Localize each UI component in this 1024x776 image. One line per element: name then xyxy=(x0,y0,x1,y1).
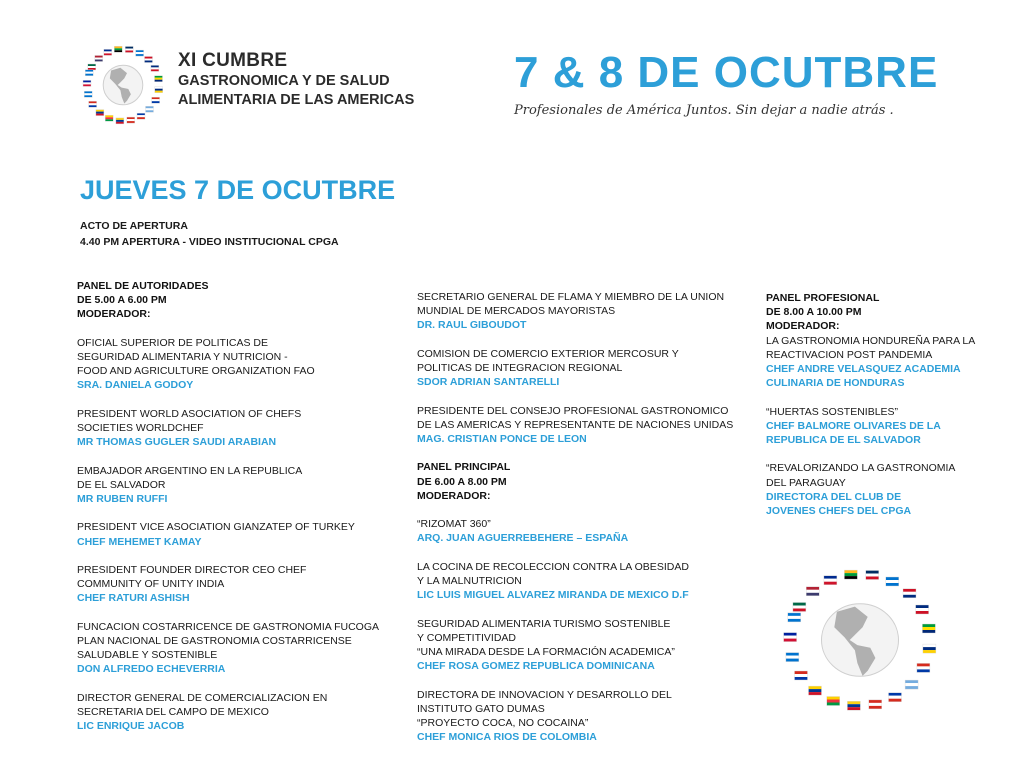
flag-icon xyxy=(786,653,799,662)
speaker-name: MR RUBEN RUFFI xyxy=(77,493,168,505)
speaker-name: CHEF ANDRE VELASQUEZ ACADEMIA xyxy=(766,363,961,376)
panel-time: DE 6.00 A 8.00 PM xyxy=(417,475,507,488)
speaker-role: DIRECTOR GENERAL DE COMERCIALIZACION EN xyxy=(77,691,328,704)
speaker-item xyxy=(766,405,975,448)
flag-icon xyxy=(152,97,160,103)
speaker-item xyxy=(417,404,733,447)
speaker-role: PRESIDENT VICE ASOCIATION GIANZATEP OF TURKEY xyxy=(77,521,355,534)
speaker-name: CHEF BALMORE OLIVARES DE LA xyxy=(766,419,941,432)
speaker-role: INSTITUTO GATO DUMAS xyxy=(417,702,545,715)
flag-icon xyxy=(151,65,159,71)
speaker-role: “REVALORIZANDO LA GASTRONOMIA xyxy=(766,462,956,475)
event-tagline: Profesionales de América Juntos. Sin dejar a nadie atrás . xyxy=(514,103,894,118)
speaker-name: CHEF RATURI ASHISH xyxy=(77,592,190,605)
americas-flags-graphic xyxy=(775,560,945,720)
program-column-1 xyxy=(77,279,379,748)
speaker-role: OFICIAL SUPERIOR DE POLITICAS DE xyxy=(77,336,268,349)
flag-icon xyxy=(89,101,97,107)
speaker-list xyxy=(766,334,975,519)
flag-icon xyxy=(104,49,112,55)
summit-logo xyxy=(78,40,168,130)
opening-act: ACTO DE APERTURA xyxy=(80,220,188,232)
speaker-role: EMBAJADOR ARGENTINO EN LA REPUBLICA xyxy=(77,464,303,477)
speaker-item xyxy=(766,461,975,518)
speaker-role: PRESIDENT WORLD ASOCIATION OF CHEFS xyxy=(77,407,302,420)
flag-icon xyxy=(85,70,93,76)
flag-icon xyxy=(866,571,879,580)
speaker-role: PRESIDENTE DEL CONSEJO PROFESIONAL GASTRONOMICO xyxy=(417,404,729,417)
flags-ring-graphic xyxy=(775,560,945,720)
speaker-role: Y LA MALNUTRICION xyxy=(417,574,522,587)
speaker-name: CHEF ROSA GOMEZ REPUBLICA DOMINICANA xyxy=(417,660,655,673)
speaker-role: “HUERTAS SOSTENIBLES” xyxy=(766,405,899,418)
speaker-item xyxy=(417,560,733,603)
speaker-item xyxy=(417,617,733,674)
flag-icon xyxy=(136,50,144,56)
panel-moderator: MODERADOR: xyxy=(766,320,840,333)
flag-icon xyxy=(88,64,96,70)
flag-icon xyxy=(95,56,103,62)
speaker-name: MR THOMAS GUGLER SAUDI ARABIAN xyxy=(77,436,277,449)
flag-icon xyxy=(155,87,163,93)
panel-time: DE 5.00 A 6.00 PM xyxy=(77,294,167,307)
flag-icon xyxy=(105,115,113,121)
speaker-item xyxy=(77,691,379,734)
panel-time: DE 8.00 A 10.00 PM xyxy=(766,306,862,319)
flag-icon xyxy=(889,693,902,702)
flag-icon xyxy=(903,589,916,598)
day-heading: JUEVES 7 DE OCUTBRE xyxy=(80,175,396,205)
panel-header xyxy=(417,460,733,503)
flag-icon xyxy=(784,633,797,642)
title-line-3: ALIMENTARIA DE LAS AMERICAS xyxy=(178,92,415,108)
flag-icon xyxy=(886,577,899,586)
speaker-role: DIRECTORA DE INNOVACION Y DESARROLLO DEL xyxy=(417,688,672,701)
speaker-role: SOCIETIES WORLDCHEF xyxy=(77,422,204,434)
flags-ring-graphic xyxy=(78,40,168,130)
flag-icon xyxy=(922,624,935,633)
speaker-role: “RIZOMAT 360” xyxy=(417,518,491,531)
speaker-role: LA GASTRONOMIA HONDUREÑA PARA LA xyxy=(766,334,976,347)
flag-icon xyxy=(916,605,929,614)
flag-icon xyxy=(137,113,145,119)
speaker-role: PRESIDENT FOUNDER DIRECTOR CEO CHEF xyxy=(77,563,307,576)
speaker-name: DR. RAUL GIBOUDOT xyxy=(417,319,527,332)
speaker-item xyxy=(77,464,379,507)
speaker-name: DIRECTORA DEL CLUB DE xyxy=(766,490,902,503)
speaker-role: Y COMPETITIVIDAD xyxy=(417,631,516,644)
panel-header xyxy=(766,291,975,334)
speaker-item xyxy=(77,520,379,548)
flag-icon xyxy=(844,570,857,579)
speaker-name: CHEF MEHEMET KAMAY xyxy=(77,535,202,548)
speaker-role: “UNA MIRADA DESDE LA FORMACIÓN ACADEMICA” xyxy=(417,645,675,658)
speaker-name: ARQ. JUAN AGUERREBEHERE – ESPAÑA xyxy=(417,532,629,545)
panel-moderator: MODERADOR: xyxy=(77,308,151,321)
flag-icon xyxy=(125,47,133,53)
speaker-role: DEL PARAGUAY xyxy=(766,476,846,489)
program-column-2 xyxy=(417,290,733,759)
speaker-role: REACTIVACION POST PANDEMIA xyxy=(766,348,933,361)
speaker-role: DE LAS AMERICAS Y REPRESENTANTE DE NACIONES UNIDAS xyxy=(417,418,734,431)
speaker-item xyxy=(417,290,733,333)
speaker-name: REPUBLICA DE EL SALVADOR xyxy=(766,434,921,447)
speaker-role: DE EL SALVADOR xyxy=(77,478,166,491)
speaker-item xyxy=(417,347,733,390)
flag-icon xyxy=(127,117,135,123)
panel-title: PANEL PRINCIPAL xyxy=(417,461,511,474)
event-date: 7 & 8 DE OCUTBRE xyxy=(514,48,939,97)
flag-icon xyxy=(809,686,822,695)
speaker-item xyxy=(77,407,379,450)
speaker-item xyxy=(766,334,975,391)
panel-moderator: MODERADOR: xyxy=(417,489,491,502)
flag-icon xyxy=(869,700,882,709)
speaker-name: CULINARIA DE HONDURAS xyxy=(766,377,905,390)
flag-icon xyxy=(795,671,808,680)
speaker-name: SDOR ADRIAN SANTARELLI xyxy=(417,376,560,389)
speaker-role: LA COCINA DE RECOLECCION CONTRA LA OBESIDAD xyxy=(417,560,689,573)
globe-icon xyxy=(103,65,143,105)
speaker-role: SEGURIDAD ALIMENTARIA TURISMO SOSTENIBLE xyxy=(417,617,671,630)
speaker-list xyxy=(417,517,733,744)
speaker-role: POLITICAS DE INTEGRACION REGIONAL xyxy=(417,362,623,374)
speaker-name: LIC LUIS MIGUEL ALVAREZ MIRANDA DE MEXICO D.F xyxy=(417,589,689,602)
speaker-name: MAG. CRISTIAN PONCE DE LEON xyxy=(417,433,587,445)
speaker-item xyxy=(77,563,379,606)
speaker-role: SEGURIDAD ALIMENTARIA Y NUTRICION - xyxy=(77,351,288,363)
speaker-item xyxy=(77,620,379,677)
speaker-role: SECRETARIA DEL CAMPO DE MEXICO xyxy=(77,705,269,718)
speaker-name: DON ALFREDO ECHEVERRIA xyxy=(77,663,226,676)
speaker-item xyxy=(417,517,733,545)
flag-icon xyxy=(788,613,801,622)
speaker-role: SALUDABLE Y SOSTENIBLE xyxy=(77,649,218,662)
speaker-name: JOVENES CHEFS DEL CPGA xyxy=(766,505,912,518)
title-line-2: GASTRONOMICA Y DE SALUD xyxy=(178,73,390,89)
flag-icon xyxy=(114,46,122,52)
program-column-3 xyxy=(766,291,975,532)
speaker-list xyxy=(417,290,733,446)
flag-icon xyxy=(155,76,163,82)
flag-icon xyxy=(824,576,837,585)
speaker-role: COMISION DE COMERCIO EXTERIOR MERCOSUR Y xyxy=(417,347,679,360)
speaker-role: COMMUNITY OF UNITY INDIA xyxy=(77,578,225,591)
flag-icon xyxy=(917,663,930,672)
flag-icon xyxy=(827,697,840,706)
panel-header xyxy=(77,279,379,322)
speaker-list xyxy=(77,336,379,734)
speaker-role: FUNCACION COSTARRICENCE DE GASTRONOMIA FUCOGA xyxy=(77,620,379,633)
flag-icon xyxy=(847,701,860,710)
speaker-role: “PROYECTO COCA, NO COCAINA” xyxy=(417,716,589,729)
summit-title xyxy=(178,50,414,110)
panel-title: PANEL PROFESIONAL xyxy=(766,292,880,304)
speaker-name: CHEF MONICA RIOS DE COLOMBIA xyxy=(417,731,597,744)
opening-block xyxy=(80,218,339,250)
speaker-item xyxy=(417,688,733,745)
speaker-name: SRA. DANIELA GODOY xyxy=(77,379,194,392)
flag-icon xyxy=(793,603,806,612)
flag-icon xyxy=(806,587,819,596)
title-line-1: XI CUMBRE xyxy=(178,50,288,71)
panel-title: PANEL DE AUTORIDADES xyxy=(77,280,209,292)
flag-icon xyxy=(83,80,91,86)
speaker-role: MUNDIAL DE MERCADOS MAYORISTAS xyxy=(417,305,616,318)
flag-icon xyxy=(96,110,104,116)
speaker-role: PLAN NACIONAL DE GASTRONOMIA COSTARRICENSE xyxy=(77,634,352,647)
flag-icon xyxy=(923,644,936,653)
speaker-name: LIC ENRIQUE JACOB xyxy=(77,720,185,733)
flag-icon xyxy=(905,680,918,689)
flag-icon xyxy=(145,57,153,63)
speaker-role: FOOD AND AGRICULTURE ORGANIZATION FAO xyxy=(77,365,315,378)
speaker-item xyxy=(77,336,379,393)
opening-video: 4.40 PM APERTURA - VIDEO INSTITUCIONAL CPGA xyxy=(80,236,339,248)
speaker-role: SECRETARIO GENERAL DE FLAMA Y MIEMBRO DE LA UNION xyxy=(417,291,725,303)
globe-icon xyxy=(822,604,899,677)
flag-icon xyxy=(146,106,154,112)
flag-icon xyxy=(116,118,124,124)
flag-icon xyxy=(84,91,92,97)
